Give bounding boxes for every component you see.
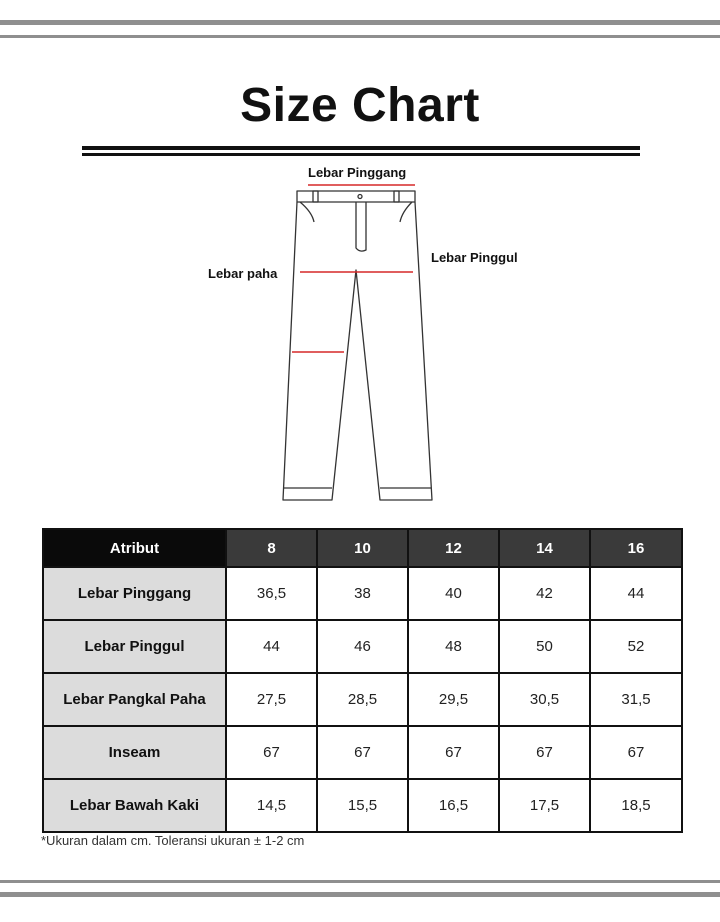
title-underline-thin bbox=[82, 153, 640, 156]
pants-fly bbox=[356, 202, 366, 251]
bottom-border-thin-line bbox=[0, 880, 720, 883]
table-cell: 28,5 bbox=[317, 673, 408, 726]
table-row bbox=[43, 567, 682, 620]
table-cell: 52 bbox=[590, 620, 682, 673]
table-cell: 18,5 bbox=[590, 779, 682, 832]
header-size-12: 12 bbox=[408, 529, 499, 567]
table-cell: 27,5 bbox=[226, 673, 317, 726]
header-size-10: 10 bbox=[317, 529, 408, 567]
belt-loop-right bbox=[394, 191, 399, 202]
size-tolerance-note: *Ukuran dalam cm. Toleransi ukuran ± 1-2 cm bbox=[41, 833, 305, 848]
header-size-14: 14 bbox=[499, 529, 590, 567]
pants-diagram bbox=[0, 160, 720, 520]
row-label-hip: Lebar Pinggul bbox=[43, 620, 226, 673]
pocket-right bbox=[400, 202, 412, 222]
table-cell: 17,5 bbox=[499, 779, 590, 832]
table-cell: 36,5 bbox=[226, 567, 317, 620]
bottom-border-thick-line bbox=[0, 892, 720, 897]
waist-button bbox=[358, 195, 362, 199]
pants-waistband bbox=[297, 191, 415, 202]
top-border bbox=[0, 20, 720, 42]
header-attribute: Atribut bbox=[43, 529, 226, 567]
table-row bbox=[43, 726, 682, 779]
table-cell: 50 bbox=[499, 620, 590, 673]
table-row bbox=[43, 620, 682, 673]
table-cell: 48 bbox=[408, 620, 499, 673]
table-cell: 46 bbox=[317, 620, 408, 673]
bottom-border bbox=[0, 880, 720, 902]
belt-loop-left bbox=[313, 191, 318, 202]
table-cell: 31,5 bbox=[590, 673, 682, 726]
table-cell: 42 bbox=[499, 567, 590, 620]
table-cell: 67 bbox=[408, 726, 499, 779]
row-label-hem: Lebar Bawah Kaki bbox=[43, 779, 226, 832]
row-label-thigh: Lebar Pangkal Paha bbox=[43, 673, 226, 726]
pants-illustration bbox=[0, 160, 720, 520]
table-cell: 16,5 bbox=[408, 779, 499, 832]
pocket-left bbox=[300, 202, 314, 222]
table-cell: 67 bbox=[499, 726, 590, 779]
table-cell: 40 bbox=[408, 567, 499, 620]
table-row bbox=[43, 673, 682, 726]
table-cell: 44 bbox=[226, 620, 317, 673]
table-cell: 14,5 bbox=[226, 779, 317, 832]
table-cell: 29,5 bbox=[408, 673, 499, 726]
table-cell: 15,5 bbox=[317, 779, 408, 832]
label-waist-width: Lebar Pinggang bbox=[308, 165, 407, 180]
title-underline-thick bbox=[82, 146, 640, 150]
table-cell: 38 bbox=[317, 567, 408, 620]
label-thigh-width: Lebar paha bbox=[208, 266, 278, 281]
top-border-thick-line bbox=[0, 20, 720, 25]
row-label-inseam: Inseam bbox=[43, 726, 226, 779]
table-cell: 44 bbox=[590, 567, 682, 620]
page-title: Size Chart bbox=[240, 79, 480, 132]
table-header-row bbox=[43, 529, 682, 567]
top-border-thin-line bbox=[0, 35, 720, 38]
pants-outline bbox=[283, 202, 432, 500]
table-cell: 67 bbox=[226, 726, 317, 779]
table-cell: 30,5 bbox=[499, 673, 590, 726]
header-size-8: 8 bbox=[226, 529, 317, 567]
table-cell: 67 bbox=[590, 726, 682, 779]
table-row bbox=[43, 779, 682, 832]
row-label-waist: Lebar Pinggang bbox=[43, 567, 226, 620]
label-hip-width: Lebar Pinggul bbox=[431, 250, 518, 265]
table-cell: 67 bbox=[317, 726, 408, 779]
header-size-16: 16 bbox=[590, 529, 682, 567]
size-table bbox=[42, 528, 683, 833]
